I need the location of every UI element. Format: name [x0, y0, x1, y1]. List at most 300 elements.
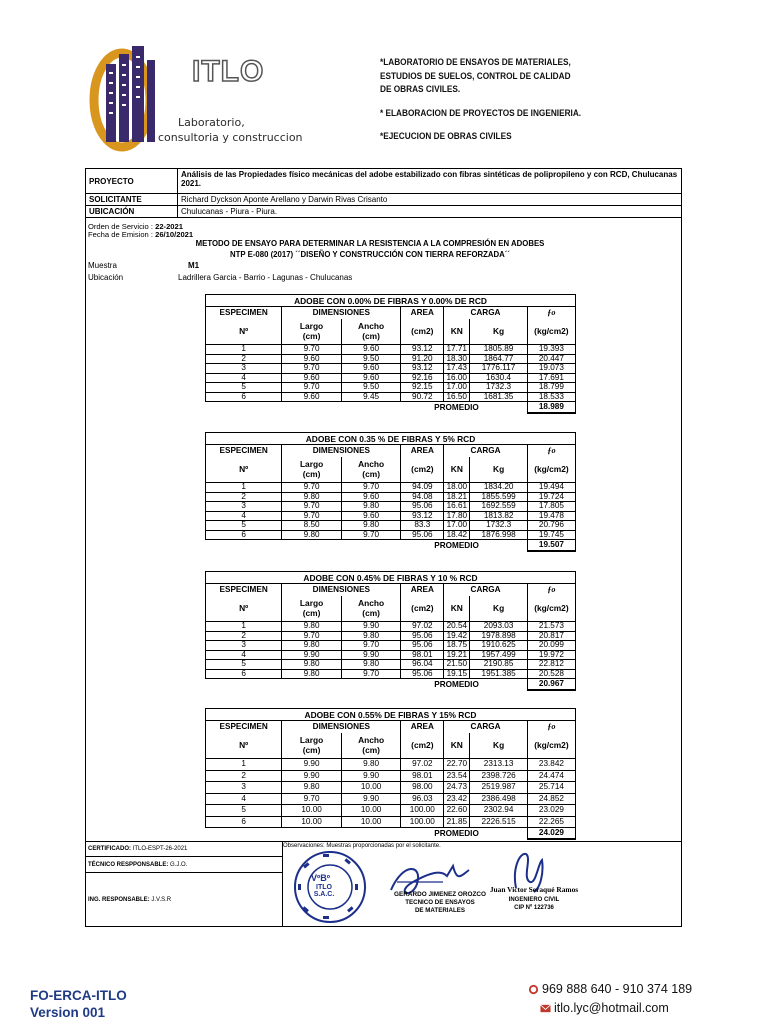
table-cell: 9.70	[282, 345, 342, 355]
table-cell: 20.817	[527, 631, 575, 641]
column-header-dimensiones: DIMENSIONES	[282, 307, 401, 319]
table-cell: 9.80	[282, 641, 342, 651]
table-title-row	[206, 709, 576, 721]
column-header-especimen: ESPECIMEN	[206, 721, 282, 733]
footer-label: ING. RESPONSABLE:	[88, 897, 152, 903]
column-subheader	[206, 596, 282, 622]
table-cell: 100.00	[401, 805, 444, 817]
info-value: Chulucanas - Piura - Piura.	[178, 206, 682, 218]
whatsapp-icon	[528, 984, 539, 995]
subheader-ancho: Ancho	[358, 598, 385, 609]
subheader-cm2: (cm2)	[411, 603, 434, 614]
subheader-kn: KN	[450, 464, 463, 475]
info-key: UBICACIÓN	[86, 206, 178, 218]
certificate	[88, 846, 187, 852]
column-header-fo: ƒo	[527, 721, 575, 733]
contact-info	[528, 980, 692, 1018]
table-cell: 10.00	[341, 816, 401, 828]
table-cell: 9.80	[282, 782, 342, 794]
table-cell: 10.00	[282, 805, 342, 817]
column-header-especimen: ESPECIMEN	[206, 445, 282, 457]
service-item: *LABORATORIO DE ENSAYOS DE MATERIALES, ESTUDIOS DE SUELOS, CONTROL DE CALIDAD DE OBRAS CIVILES.	[380, 57, 571, 95]
column-subheader	[341, 733, 401, 759]
technician-role: DE MATERIALES	[414, 907, 466, 914]
column-header-especimen: ESPECIMEN	[206, 307, 282, 319]
table-cell: 9.90	[341, 650, 401, 660]
table-cell: 95.06	[401, 631, 444, 641]
table-cell: 1951.385	[470, 669, 527, 679]
info-row	[86, 169, 682, 194]
table-cell: 18.799	[527, 383, 575, 393]
subheader-cm: (cm)	[362, 331, 380, 342]
column-subheader	[527, 319, 575, 345]
average-value: 24.029	[527, 828, 575, 839]
table-cell: 9.60	[341, 511, 401, 521]
table-cell: 1910.625	[470, 641, 527, 651]
brand-name: ITLO	[192, 55, 265, 88]
table-cell: 17.80	[444, 511, 470, 521]
footer-label: TÉCNICO RESPPONSABLE:	[88, 862, 171, 868]
column-subheader	[282, 457, 342, 483]
table-cell: 9.70	[282, 631, 342, 641]
column-header-dimensiones: DIMENSIONES	[282, 721, 401, 733]
average-row	[206, 679, 576, 690]
table-cell: 20.099	[527, 641, 575, 651]
table-cell: 1876.998	[470, 530, 527, 540]
table-cell: 1805.89	[470, 345, 527, 355]
table-cell: 2093.03	[470, 622, 527, 632]
table-cell: 2190.85	[470, 660, 527, 670]
table-row	[206, 759, 576, 771]
table-cell: 24.474	[527, 770, 575, 782]
subheader-ancho: Ancho	[358, 735, 385, 746]
table-row	[206, 364, 576, 374]
table-cell: 9.80	[282, 660, 342, 670]
table-cell: 9.50	[341, 383, 401, 393]
engineer-name: Juan Victor Seraqué Ramos	[489, 885, 579, 894]
table-title: ADOBE CON 0.45% DE FIBRAS Y 10 % RCD	[206, 572, 576, 584]
table-cell: 1978.898	[470, 631, 527, 641]
column-subheader	[401, 733, 444, 759]
table-cell: 95.06	[401, 530, 444, 540]
table-cell: 93.12	[401, 364, 444, 374]
column-header-carga: CARGA	[444, 721, 528, 733]
table-row	[206, 816, 576, 828]
table-cell: 1732.3	[470, 383, 527, 393]
column-header-dimensiones: DIMENSIONES	[282, 445, 401, 457]
table-cell: 9.60	[282, 392, 342, 402]
column-subheader	[401, 319, 444, 345]
contact-email	[528, 999, 692, 1018]
average-value: 19.507	[527, 540, 575, 551]
average-row	[206, 402, 576, 413]
mail-icon	[540, 1003, 551, 1014]
subheader-ancho: Ancho	[358, 459, 385, 470]
table-cell: 18.21	[444, 492, 470, 502]
table-cell: 22.812	[527, 660, 575, 670]
project-info-table	[85, 168, 682, 218]
table-cell: 9.70	[341, 669, 401, 679]
table-cell: 16.61	[444, 502, 470, 512]
table-cell: 9.90	[341, 793, 401, 805]
table-cell: 9.80	[341, 631, 401, 641]
table-cell: 16.00	[444, 373, 470, 383]
table-row	[206, 770, 576, 782]
table-header-row	[206, 721, 576, 733]
table-cell: 9.45	[341, 392, 401, 402]
table-cell: 98.01	[401, 650, 444, 660]
table-subheader-row	[206, 457, 576, 483]
table-cell: 4	[206, 650, 282, 660]
table-cell: 22.265	[527, 816, 575, 828]
method-title	[120, 238, 620, 260]
subheader-kn: KN	[450, 326, 463, 337]
table-cell: 2302.94	[470, 805, 527, 817]
subheader-cm: (cm)	[362, 469, 380, 480]
column-subheader	[206, 319, 282, 345]
table-row	[206, 373, 576, 383]
table-cell: 9.80	[341, 502, 401, 512]
column-header-especimen: ESPECIMEN	[206, 584, 282, 596]
table-cell: 2313.13	[470, 759, 527, 771]
column-subheader	[444, 319, 470, 345]
subheader-cm2: (cm2)	[411, 464, 434, 475]
table-row	[206, 521, 576, 531]
column-header-fo: ƒo	[527, 445, 575, 457]
table-cell: 17.805	[527, 502, 575, 512]
table-cell: 92.15	[401, 383, 444, 393]
table-cell: 2	[206, 354, 282, 364]
table-cell: 18.00	[444, 483, 470, 493]
sample-value: M1	[188, 261, 200, 270]
table-cell: 9.60	[282, 354, 342, 364]
table-cell: 93.12	[401, 345, 444, 355]
subheader-cm: (cm)	[362, 608, 380, 619]
column-subheader	[206, 733, 282, 759]
table-cell: 9.70	[341, 641, 401, 651]
table-cell: 21.50	[444, 660, 470, 670]
subheader-kg: Kg	[493, 740, 505, 751]
table-row	[206, 631, 576, 641]
table-cell: 19.15	[444, 669, 470, 679]
table-cell: 23.42	[444, 793, 470, 805]
table-cell: 9.80	[282, 669, 342, 679]
table-cell: 83.3	[401, 521, 444, 531]
table-row	[206, 511, 576, 521]
table-cell: 1681.35	[470, 392, 527, 402]
table-cell: 94.08	[401, 492, 444, 502]
column-subheader	[527, 596, 575, 622]
subheader-n: Nº	[239, 603, 249, 614]
subheader-kgcm2: (kg/cm2)	[534, 603, 569, 614]
table-cell: 9.70	[282, 793, 342, 805]
table-cell: 9.90	[341, 622, 401, 632]
subheader-largo: Largo	[299, 459, 324, 470]
column-subheader	[206, 457, 282, 483]
column-subheader	[282, 319, 342, 345]
services-list	[380, 56, 758, 154]
location-label: Ubicación	[88, 273, 124, 282]
column-subheader	[470, 319, 527, 345]
table-title: ADOBE CON 0.35 % DE FIBRAS Y 5% RCD	[206, 433, 576, 445]
technician-signature	[383, 852, 478, 926]
table-cell: 16.50	[444, 392, 470, 402]
table-cell: 23.54	[444, 770, 470, 782]
table-cell: 20.54	[444, 622, 470, 632]
engineer	[88, 897, 171, 903]
subheader-cm2: (cm2)	[411, 740, 434, 751]
table-cell: 19.745	[527, 530, 575, 540]
sample-label: Muestra	[88, 261, 117, 270]
table-row	[206, 782, 576, 794]
table-row	[206, 483, 576, 493]
table-cell: 9.80	[282, 492, 342, 502]
table-cell: 1	[206, 483, 282, 493]
subheader-kgcm2: (kg/cm2)	[534, 464, 569, 475]
info-row	[86, 206, 682, 218]
table-row	[206, 622, 576, 632]
info-value: Richard Dyckson Aponte Arellano y Darwin Rivas Crisanto	[178, 194, 682, 206]
table-cell: 4	[206, 511, 282, 521]
average-label: PROMEDIO	[434, 540, 479, 550]
footer-value: ITLO-ESPT-26-2021	[132, 846, 188, 852]
table-cell: 1	[206, 759, 282, 771]
results-table	[205, 708, 576, 840]
table-cell: 1776.117	[470, 364, 527, 374]
table-cell: 23.029	[527, 805, 575, 817]
column-subheader	[282, 596, 342, 622]
service-item: *EJECUCION DE OBRAS CIVILES	[380, 131, 512, 142]
table-cell: 9.80	[341, 660, 401, 670]
table-cell: 1834.20	[470, 483, 527, 493]
meta-label: Orden de Servicio :	[88, 222, 156, 231]
table-cell: 96.04	[401, 660, 444, 670]
column-subheader	[444, 457, 470, 483]
average-label: PROMEDIO	[434, 679, 479, 689]
table-row	[206, 345, 576, 355]
table-cell: 1855.599	[470, 492, 527, 502]
subheader-cm: (cm)	[362, 745, 380, 756]
table-cell: 9.70	[282, 364, 342, 374]
subheader-n: Nº	[239, 326, 249, 337]
table-cell: 6	[206, 816, 282, 828]
seal-vb: VºBº	[311, 873, 331, 883]
table-cell: 19.393	[527, 345, 575, 355]
subheader-ancho: Ancho	[358, 321, 385, 332]
subheader-kg: Kg	[492, 326, 505, 337]
subheader-kgcm2: (kg/cm2)	[534, 326, 569, 337]
contact-phone	[528, 980, 692, 999]
table-cell: 9.90	[282, 650, 342, 660]
subheader-kgcm2: (kg/cm2)	[534, 740, 569, 751]
subheader-largo: Largo	[299, 735, 324, 746]
table-row	[206, 669, 576, 679]
table-cell: 3	[206, 641, 282, 651]
results-table	[205, 571, 576, 691]
table-cell: 98.00	[401, 782, 444, 794]
subheader-cm: (cm)	[302, 331, 321, 342]
technician-role: TECNICO DE ENSAYOS	[405, 899, 475, 906]
table-cell: 3	[206, 502, 282, 512]
footer-vertical-divider	[282, 841, 283, 927]
table-cell: 6	[206, 392, 282, 402]
table-cell: 94.09	[401, 483, 444, 493]
table-cell: 98.01	[401, 770, 444, 782]
table-cell: 9.60	[341, 345, 401, 355]
table-cell: 5	[206, 660, 282, 670]
column-subheader	[341, 457, 401, 483]
table-cell: 9.80	[282, 530, 342, 540]
table-cell: 92.16	[401, 373, 444, 383]
table-cell: 1	[206, 345, 282, 355]
table-cell: 20.796	[527, 521, 575, 531]
column-subheader	[282, 733, 342, 759]
column-subheader	[444, 733, 470, 759]
subheader-n: Nº	[239, 464, 249, 475]
subheader-largo: Largo	[299, 598, 324, 609]
info-row	[86, 194, 682, 206]
footer-divider	[85, 856, 282, 857]
average-value: 18.989	[527, 402, 575, 413]
table-cell: 17.71	[444, 345, 470, 355]
average-row	[206, 540, 576, 551]
results-table	[205, 294, 576, 414]
average-row	[206, 828, 576, 839]
table-cell: 97.02	[401, 759, 444, 771]
table-cell: 19.494	[527, 483, 575, 493]
engineer-role: INGENIERO CIVIL	[508, 897, 560, 903]
table-cell: 9.60	[341, 373, 401, 383]
form-version: Version 001	[30, 1005, 106, 1020]
table-cell: 9.70	[282, 383, 342, 393]
table-cell: 3	[206, 782, 282, 794]
average-value: 20.967	[527, 679, 575, 690]
technician	[88, 862, 187, 868]
brand-subtitle	[158, 115, 303, 145]
table-cell: 23.842	[527, 759, 575, 771]
footer-value: G.J.O.	[170, 862, 188, 868]
table-cell: 100.00	[401, 816, 444, 828]
table-cell: 9.70	[282, 483, 342, 493]
table-cell: 17.43	[444, 364, 470, 374]
column-subheader	[527, 733, 575, 759]
table-title-row	[206, 572, 576, 584]
table-cell: 17.00	[444, 383, 470, 393]
table-cell: 97.02	[401, 622, 444, 632]
column-subheader	[341, 596, 401, 622]
subheader-kg: Kg	[493, 603, 505, 614]
info-value: Análisis de las Propiedades físico mecánicas del adobe estabilizado con fibras sintéticas de polipropileno y con RCD, Chulucanas 2021.	[178, 169, 682, 194]
table-cell: 9.60	[341, 492, 401, 502]
subheader-cm: (cm)	[302, 745, 321, 756]
footer-label: CERTIFICADO:	[88, 846, 133, 852]
phone-text[interactable]: 969 888 640 - 910 374 189	[542, 982, 693, 996]
table-cell: 10.00	[282, 816, 342, 828]
table-cell: 21.573	[527, 622, 575, 632]
subheader-n: Nº	[239, 740, 249, 751]
table-cell: 20.447	[527, 354, 575, 364]
table-row	[206, 641, 576, 651]
table-cell: 5	[206, 805, 282, 817]
table-title-row	[206, 433, 576, 445]
table-cell: 10.00	[341, 782, 401, 794]
column-subheader	[527, 457, 575, 483]
table-cell: 3	[206, 364, 282, 374]
table-cell: 2	[206, 770, 282, 782]
table-cell: 1957.499	[470, 650, 527, 660]
table-subheader-row	[206, 733, 576, 759]
table-cell: 9.70	[341, 530, 401, 540]
form-code	[30, 987, 127, 1021]
engineer-cip: CIP Nº 122736	[514, 905, 554, 911]
service-item: * ELABORACION DE PROYECTOS DE INGENIERIA.	[380, 107, 582, 119]
table-row	[206, 805, 576, 817]
column-subheader	[401, 596, 444, 622]
table-cell: 96.03	[401, 793, 444, 805]
table-row	[206, 530, 576, 540]
subheader-kg: Kg	[493, 464, 505, 475]
meta-label: Fecha de Emision :	[88, 230, 156, 239]
column-subheader	[444, 596, 470, 622]
footer-divider	[85, 841, 682, 842]
table-cell: 2	[206, 492, 282, 502]
table-cell: 19.478	[527, 511, 575, 521]
table-cell: 9.80	[282, 622, 342, 632]
subheader-cm2: (cm2)	[411, 326, 434, 337]
table-row	[206, 793, 576, 805]
table-cell: 5	[206, 383, 282, 393]
table-cell: 9.70	[282, 511, 342, 521]
column-header-area: AREA	[401, 445, 444, 457]
column-subheader	[401, 457, 444, 483]
subheader-largo: Largo	[299, 321, 324, 332]
table-cell: 9.80	[341, 759, 401, 771]
column-header-area: AREA	[401, 307, 444, 319]
column-header-fo: ƒo	[527, 307, 575, 319]
method-line: NTP E-080 (2017) ´´DISEÑO Y CONSTRUCCIÓN CON TIERRA REFORZADA´´	[230, 250, 510, 259]
table-header-row	[206, 445, 576, 457]
table-cell: 4	[206, 373, 282, 383]
technician-name: GERARDO JIMENEZ OROZCO	[394, 891, 486, 898]
table-cell: 4	[206, 793, 282, 805]
table-cell: 24.73	[444, 782, 470, 794]
form-code-line: FO-ERCA-ITLO	[30, 988, 127, 1003]
table-cell: 93.12	[401, 511, 444, 521]
table-cell: 6	[206, 669, 282, 679]
table-cell: 19.724	[527, 492, 575, 502]
info-key: SOLICITANTE	[86, 194, 178, 206]
email-text[interactable]: itlo.lyc@hotmail.com	[554, 1001, 669, 1015]
table-cell: 1692.559	[470, 502, 527, 512]
info-key: PROYECTO	[86, 169, 178, 194]
table-cell: 24.852	[527, 793, 575, 805]
table-cell: 5	[206, 521, 282, 531]
table-subheader-row	[206, 319, 576, 345]
column-subheader	[470, 596, 527, 622]
column-header-carga: CARGA	[444, 307, 528, 319]
table-cell: 6	[206, 530, 282, 540]
table-cell: 9.60	[282, 373, 342, 383]
table-cell: 18.30	[444, 354, 470, 364]
table-cell: 1864.77	[470, 354, 527, 364]
subheader-kn: KN	[450, 740, 463, 751]
table-row	[206, 492, 576, 502]
table-cell: 22.60	[444, 805, 470, 817]
table-cell: 17.691	[527, 373, 575, 383]
subheader-kn: KN	[450, 603, 463, 614]
table-cell: 95.06	[401, 669, 444, 679]
meta-value: 26/10/2021	[155, 230, 194, 239]
